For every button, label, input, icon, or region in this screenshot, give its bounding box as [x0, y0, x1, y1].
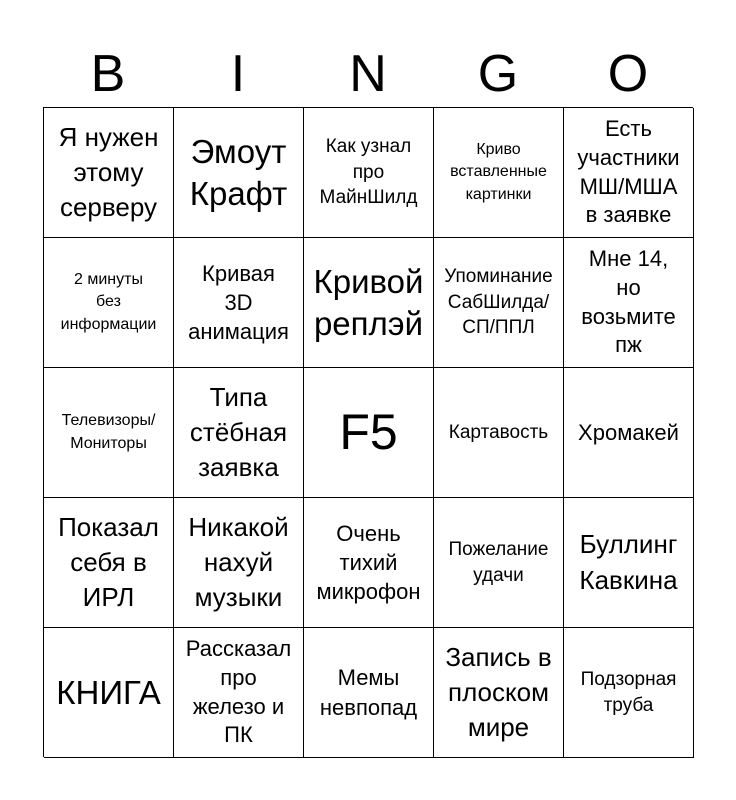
bingo-board: [43, 107, 693, 757]
cell-text: Мне 14, но возьмите пж: [581, 246, 676, 358]
bingo-cell[interactable]: [434, 238, 564, 368]
cell-text: F5: [339, 404, 398, 460]
cell-text: Кривой реплэй: [313, 263, 424, 342]
header-letter-g: G: [477, 45, 519, 103]
bingo-cell[interactable]: [174, 238, 304, 368]
bingo-cell[interactable]: [564, 108, 694, 238]
header-letter-i: I: [230, 45, 246, 103]
cell-text: КНИГА: [56, 673, 161, 711]
bingo-cell[interactable]: [174, 368, 304, 498]
cell-text: Пожелание удачи: [448, 538, 549, 586]
cell-text: Очень тихий микрофон: [316, 520, 421, 605]
cell-text: Есть участники МШ/МША в заявке: [577, 116, 680, 228]
cell-text: 2 минуты без информации: [60, 270, 157, 333]
bingo-cell[interactable]: [44, 368, 174, 498]
cell-text: Типа стёбная заявка: [189, 381, 288, 483]
cell-text: Показал себя в ИРЛ: [58, 511, 159, 613]
bingo-cell[interactable]: [44, 628, 174, 758]
bingo-cell[interactable]: [44, 498, 174, 628]
bingo-cell[interactable]: [44, 238, 174, 368]
header-letter-n: N: [349, 45, 387, 103]
header-letter-o: O: [607, 45, 649, 103]
header-letter-b: B: [90, 45, 126, 103]
bingo-cell[interactable]: [44, 108, 174, 238]
cell-text: Телевизоры/ Мониторы: [61, 412, 156, 452]
cell-text: Я нужен этому серверу: [58, 121, 159, 223]
bingo-cell[interactable]: [564, 628, 694, 758]
bingo-cell free-space[interactable]: [304, 368, 434, 498]
cell-text: Запись в плоском мире: [445, 641, 552, 743]
cell-text: Мемы невпопад: [319, 665, 418, 720]
cell-text: Как узнал про МайнШилд: [319, 136, 418, 209]
bingo-cell[interactable]: [304, 238, 434, 368]
cell-text: Никакой нахуй музыки: [188, 511, 289, 613]
bingo-cell[interactable]: [564, 498, 694, 628]
cell-text: Подзорная труба: [580, 668, 677, 716]
bingo-cell[interactable]: [174, 628, 304, 758]
bingo-cell[interactable]: [304, 498, 434, 628]
cell-text: Буллинг Кавкина: [579, 529, 678, 595]
cell-text: Картавость: [448, 421, 549, 443]
bingo-cell[interactable]: [434, 108, 564, 238]
cell-text: Кривая 3D анимация: [188, 260, 289, 345]
cell-text: Рассказал про железо и ПК: [185, 636, 292, 748]
cell-text: Криво вставленные картинки: [450, 140, 547, 203]
bingo-cell[interactable]: [304, 628, 434, 758]
bingo-cell[interactable]: [174, 108, 304, 238]
bingo-cell[interactable]: [174, 498, 304, 628]
bingo-cell[interactable]: [434, 628, 564, 758]
bingo-header: [43, 40, 693, 108]
bingo-cell[interactable]: [564, 368, 694, 498]
bingo-cell[interactable]: [304, 108, 434, 238]
bingo-cell[interactable]: [434, 498, 564, 628]
bingo-cell[interactable]: [564, 238, 694, 368]
cell-text: Эмоут Крафт: [189, 133, 288, 212]
bingo-cell[interactable]: [434, 368, 564, 498]
cell-text: Упоминание СабШилда/ СП/ППЛ: [444, 266, 553, 339]
cell-text: Хромакей: [578, 419, 679, 445]
